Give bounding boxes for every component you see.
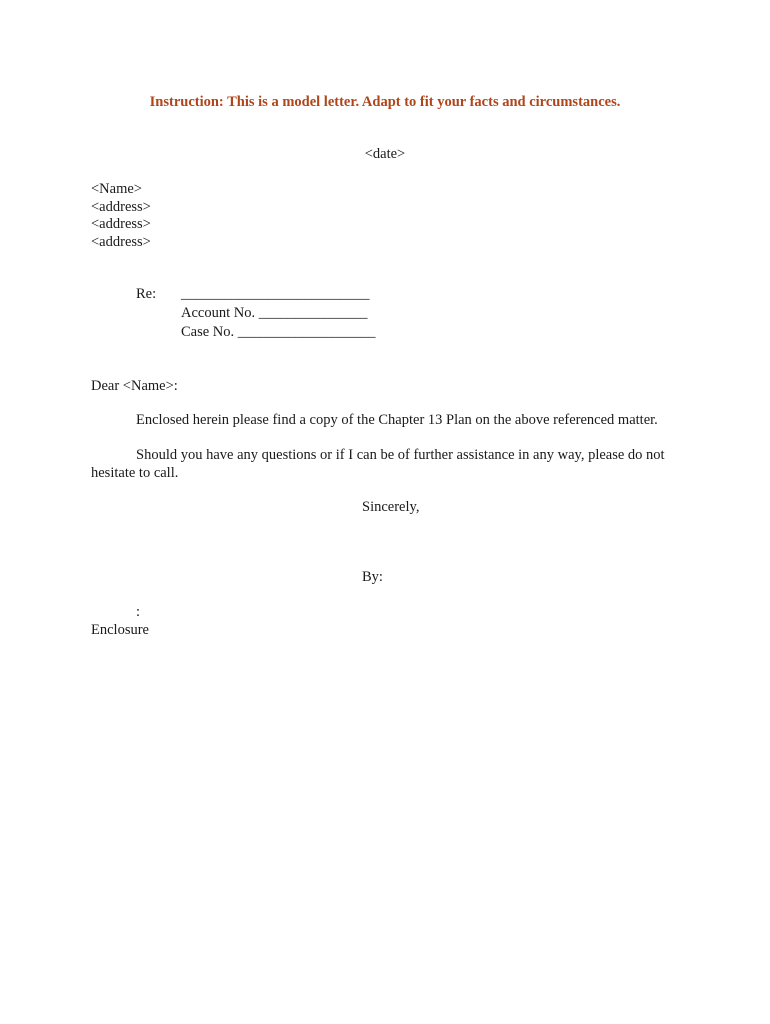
letter-date: <date> <box>364 146 406 162</box>
recipient-address-line: <address> <box>91 216 151 232</box>
enclosure-label: Enclosure <box>91 622 149 638</box>
account-number-line: Account No. _______________ <box>181 305 368 321</box>
closing: Sincerely, <box>362 499 420 515</box>
recipient-address-line: <address> <box>91 199 151 215</box>
re-label: Re: <box>136 286 157 302</box>
case-number-line: Case No. ___________________ <box>181 324 376 340</box>
re-subject-blank: __________________________ <box>181 286 370 302</box>
body-paragraph-1: Enclosed herein please find a copy of the Chapter 13 Plan on the above referenced matter. <box>136 412 658 428</box>
body-paragraph-2-line-2: hesitate to call. <box>91 465 179 481</box>
signature-by-label: By: <box>362 569 383 585</box>
recipient-address-line: <address> <box>91 234 151 250</box>
salutation: Dear <Name>: <box>91 378 178 394</box>
recipient-name: <Name> <box>91 181 142 197</box>
initials-colon: : <box>136 604 141 620</box>
body-paragraph-2-line-1: Should you have any questions or if I can be of further assistance in any way, please do not <box>136 447 665 463</box>
instruction-heading: Instruction: This is a model letter. Adapt to fit your facts and circumstances. <box>149 94 621 110</box>
